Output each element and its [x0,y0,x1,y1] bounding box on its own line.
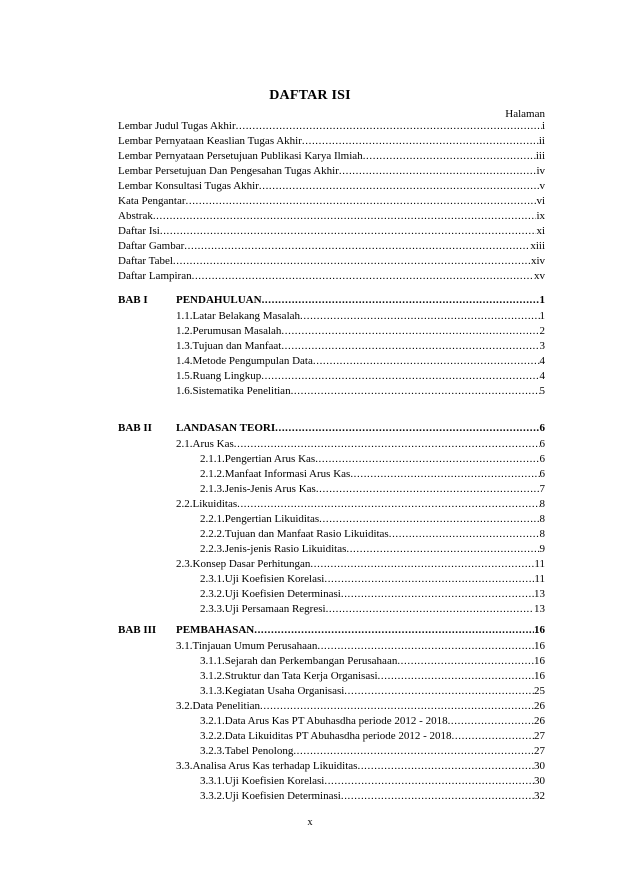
toc-chapter-heading [176,293,545,307]
toc-entry-label: 1.6.Sistematika Penelitian [176,384,291,397]
dot-leader [350,467,539,481]
toc-entry-page: 7 [539,482,545,495]
toc-entry-label: PENDAHULUAN [176,294,262,306]
toc-entry-label: Abstrak [118,210,153,222]
toc-subsection-item [200,669,545,683]
toc-front-matter-item [118,269,545,283]
halaman-label: Halaman [505,108,545,120]
toc-entry-label: 3.1.1.Sejarah dan Perkembangan Perusahaan [200,654,398,667]
toc-entry-label: Daftar Isi [118,225,160,237]
toc-entry-label: Daftar Lampiran [118,270,192,282]
toc-front-matter-item [118,149,545,163]
dot-leader [357,759,534,773]
dot-leader [324,774,534,788]
toc-entry-label: LANDASAN TEORI [176,422,276,434]
toc-entry-page: 6 [539,452,545,465]
dot-leader [173,254,531,268]
toc-entry-label: 2.3.3.Uji Persamaan Regresi [200,602,326,615]
chapter-number: BAB I [118,294,148,306]
dot-leader [378,669,534,683]
toc-subsection-item [200,512,545,526]
toc-entry-label: 3.2.1.Data Arus Kas PT Abuhasdha periode 2012 - 2018 [200,714,448,727]
chapter-number: BAB III [118,624,157,636]
toc-entry-label: 3.2.2.Data Likuiditas PT Abuhasdha periode 2012 - 2018 [200,729,452,742]
toc-entry-page: xv [534,270,545,282]
toc-subsection-item [200,467,545,481]
dot-leader [363,149,536,163]
toc-entry-label: 2.2.3.Jenis-jenis Rasio Likuiditas [200,542,347,555]
toc-entry-page: 13 [534,602,545,615]
toc-entry-page: 6 [539,422,545,434]
toc-entry-page: 9 [539,542,545,555]
toc-subsection-item [200,542,545,556]
toc-entry-label: 2.1.3.Jenis-Jenis Arus Kas [200,482,316,495]
toc-section-item [176,324,545,338]
toc-section-item [176,354,545,368]
toc-section-item [176,437,545,451]
toc-entry-page: 8 [539,497,545,510]
toc-entry-label: 2.1.Arus Kas [176,437,234,450]
toc-entry-label: 3.1.3.Kegiatan Usaha Organisasi [200,684,345,697]
dot-leader [344,684,534,698]
toc-subsection-item [200,602,545,616]
toc-entry-page: 6 [539,467,545,480]
toc-entry-page: 11 [534,572,545,585]
toc-subsection-item [200,684,545,698]
toc-subsection-item [200,714,545,728]
toc-entry-label: 2.1.1.Pengertian Arus Kas [200,452,316,465]
toc-entry-page: 16 [534,669,545,682]
toc-front-matter-item [118,254,545,268]
toc-entry-page: 5 [539,384,545,397]
toc-entry-label: 2.2.1.Pengertian Likuiditas [200,512,320,525]
toc-section-item [176,557,545,571]
dot-leader [259,179,540,193]
toc-section-item [176,369,545,383]
dot-leader [261,369,539,383]
toc-subsection-item [200,572,545,586]
toc-section-item [176,759,545,773]
dot-leader [300,309,539,323]
toc-section-item [176,497,545,511]
dot-leader [281,339,539,353]
page-number: x [307,817,313,828]
toc-entry-label: Lembar Judul Tugas Akhir [118,120,236,132]
toc-entry-page: 11 [534,557,545,570]
toc-entry-page: 13 [534,587,545,600]
toc-chapter-heading [176,623,545,637]
toc-entry-page: 8 [539,527,545,540]
toc-section-item [176,699,545,713]
toc-entry-page: xiv [530,255,545,267]
toc-entry-label: 1.3.Tujuan dan Manfaat [176,339,282,352]
dot-leader [324,572,534,586]
toc-entry-label: 3.2.Data Penelitian [176,699,261,712]
toc-section-item [176,309,545,323]
dot-leader [397,654,534,668]
toc-entry-page: 25 [534,684,545,697]
toc-entry-label: 2.3.1.Uji Koefisien Korelasi [200,572,325,585]
toc-entry-label: 1.5.Ruang Lingkup [176,369,262,382]
toc-entry-page: ii [538,135,545,147]
dot-leader [389,527,540,541]
dot-leader [341,789,534,803]
dot-leader [316,482,540,496]
toc-entry-page: 4 [539,354,545,367]
toc-entry-page: 27 [534,744,545,757]
toc-entry-label: Lembar Pernyataan Keaslian Tugas Akhir [118,135,302,147]
toc-front-matter-item [118,134,545,148]
toc-entry-label: 1.2.Perumusan Masalah [176,324,282,337]
toc-entry-page: 26 [534,699,545,712]
toc-entry-label: 2.3.2.Uji Koefisien Determinasi [200,587,341,600]
toc-subsection-item [200,789,545,803]
toc-entry-page: xi [536,225,545,237]
toc-subsection-item [200,452,545,466]
toc-entry-page: 6 [539,437,545,450]
toc-chapter-heading [176,421,545,435]
dot-leader [452,729,534,743]
dot-leader [310,557,534,571]
toc-entry-page: xiii [530,240,545,252]
toc-entry-label: 2.2.2.Tujuan dan Manfaat Rasio Likuiditas [200,527,389,540]
dot-leader [293,744,534,758]
toc-front-matter-item [118,209,545,223]
toc-entry-page: 16 [534,639,545,652]
toc-section-item [176,639,545,653]
dot-leader [237,497,539,511]
dot-leader [319,512,539,526]
toc-subsection-item [200,587,545,601]
dot-leader [186,194,537,208]
toc-entry-label: 3.2.3.Tabel Penolong [200,744,294,757]
dot-leader [153,209,537,223]
toc-entry-page: 4 [539,369,545,382]
dot-leader [315,452,539,466]
toc-entry-page: 8 [539,512,545,525]
toc-entry-page: 27 [534,729,545,742]
toc-entry-label: 3.1.2.Struktur dan Tata Kerja Organisasi [200,669,378,682]
toc-entry-label: 3.3.2.Uji Koefisien Determinasi [200,789,341,802]
toc-entry-label: 3.1.Tinjauan Umum Perusahaan [176,639,318,652]
chapter-number: BAB II [118,422,152,434]
toc-subsection-item [200,729,545,743]
toc-subsection-item [200,527,545,541]
toc-section-item [176,339,545,353]
toc-section-item [176,384,545,398]
toc-entry-page: 16 [534,624,545,636]
dot-leader [346,542,539,556]
dot-leader [448,714,534,728]
dot-leader [262,293,540,307]
toc-subsection-item [200,654,545,668]
toc-entry-label: 3.3.Analisa Arus Kas terhadap Likuiditas [176,759,358,772]
dot-leader [260,699,534,713]
toc-front-matter-item [118,164,545,178]
toc-front-matter-item [118,179,545,193]
page-title: DAFTAR ISI [269,88,351,103]
dot-leader [281,324,539,338]
toc-entry-page: 3 [539,339,545,352]
toc-subsection-item [200,482,545,496]
dot-leader [275,421,539,435]
toc-entry-page: iv [536,165,545,177]
dot-leader [317,639,534,653]
toc-entry-page: vi [536,195,545,207]
toc-front-matter-item [118,239,545,253]
toc-entry-page: v [539,180,545,192]
toc-entry-page: 32 [534,789,545,802]
dot-leader [341,587,534,601]
dot-leader [254,623,534,637]
toc-subsection-item [200,744,545,758]
toc-entry-label: PEMBAHASAN [176,624,255,636]
dot-leader [184,239,530,253]
toc-entry-page: ix [536,210,545,222]
toc-entry-label: Kata Pengantar [118,195,186,207]
toc-front-matter-item [118,119,545,133]
toc-entry-label: Lembar Persetujuan Dan Pengesahan Tugas Akhir [118,165,339,177]
toc-entry-page: 2 [539,324,545,337]
dot-leader [313,354,540,368]
dot-leader [291,384,540,398]
toc-subsection-item [200,774,545,788]
dot-leader [160,224,537,238]
toc-entry-label: 2.3.Konsep Dasar Perhitungan [176,557,311,570]
toc-entry-label: Daftar Gambar [118,240,185,252]
toc-entry-label: Lembar Konsultasi Tugas Akhir [118,180,259,192]
toc-entry-page: 26 [534,714,545,727]
toc-entry-label: 3.3.1.Uji Koefisien Korelasi [200,774,325,787]
toc-entry-label: Lembar Pernyataan Persetujuan Publikasi Karya Ilmiah [118,150,363,162]
toc-front-matter-item [118,224,545,238]
toc-entry-page: iii [535,150,545,162]
dot-leader [302,134,539,148]
dot-leader [234,437,540,451]
toc-entry-label: Daftar Tabel [118,255,173,267]
toc-entry-page: 30 [534,774,545,787]
dot-leader [192,269,534,283]
toc-entry-page: 1 [539,294,545,306]
toc-entry-label: 2.1.2.Manfaat Informasi Arus Kas [200,467,351,480]
dot-leader [326,602,534,616]
dot-leader [236,119,542,133]
toc-entry-page: 30 [534,759,545,772]
toc-entry-label: 2.2.Likuiditas [176,497,238,510]
toc-entry-page: i [541,120,545,132]
dot-leader [339,164,537,178]
toc-entry-page: 16 [534,654,545,667]
toc-entry-label: 1.4.Metode Pengumpulan Data [176,354,313,367]
toc-entry-label: 1.1.Latar Belakang Masalah [176,309,301,322]
toc-entry-page: 1 [539,309,545,322]
toc-front-matter-item [118,194,545,208]
